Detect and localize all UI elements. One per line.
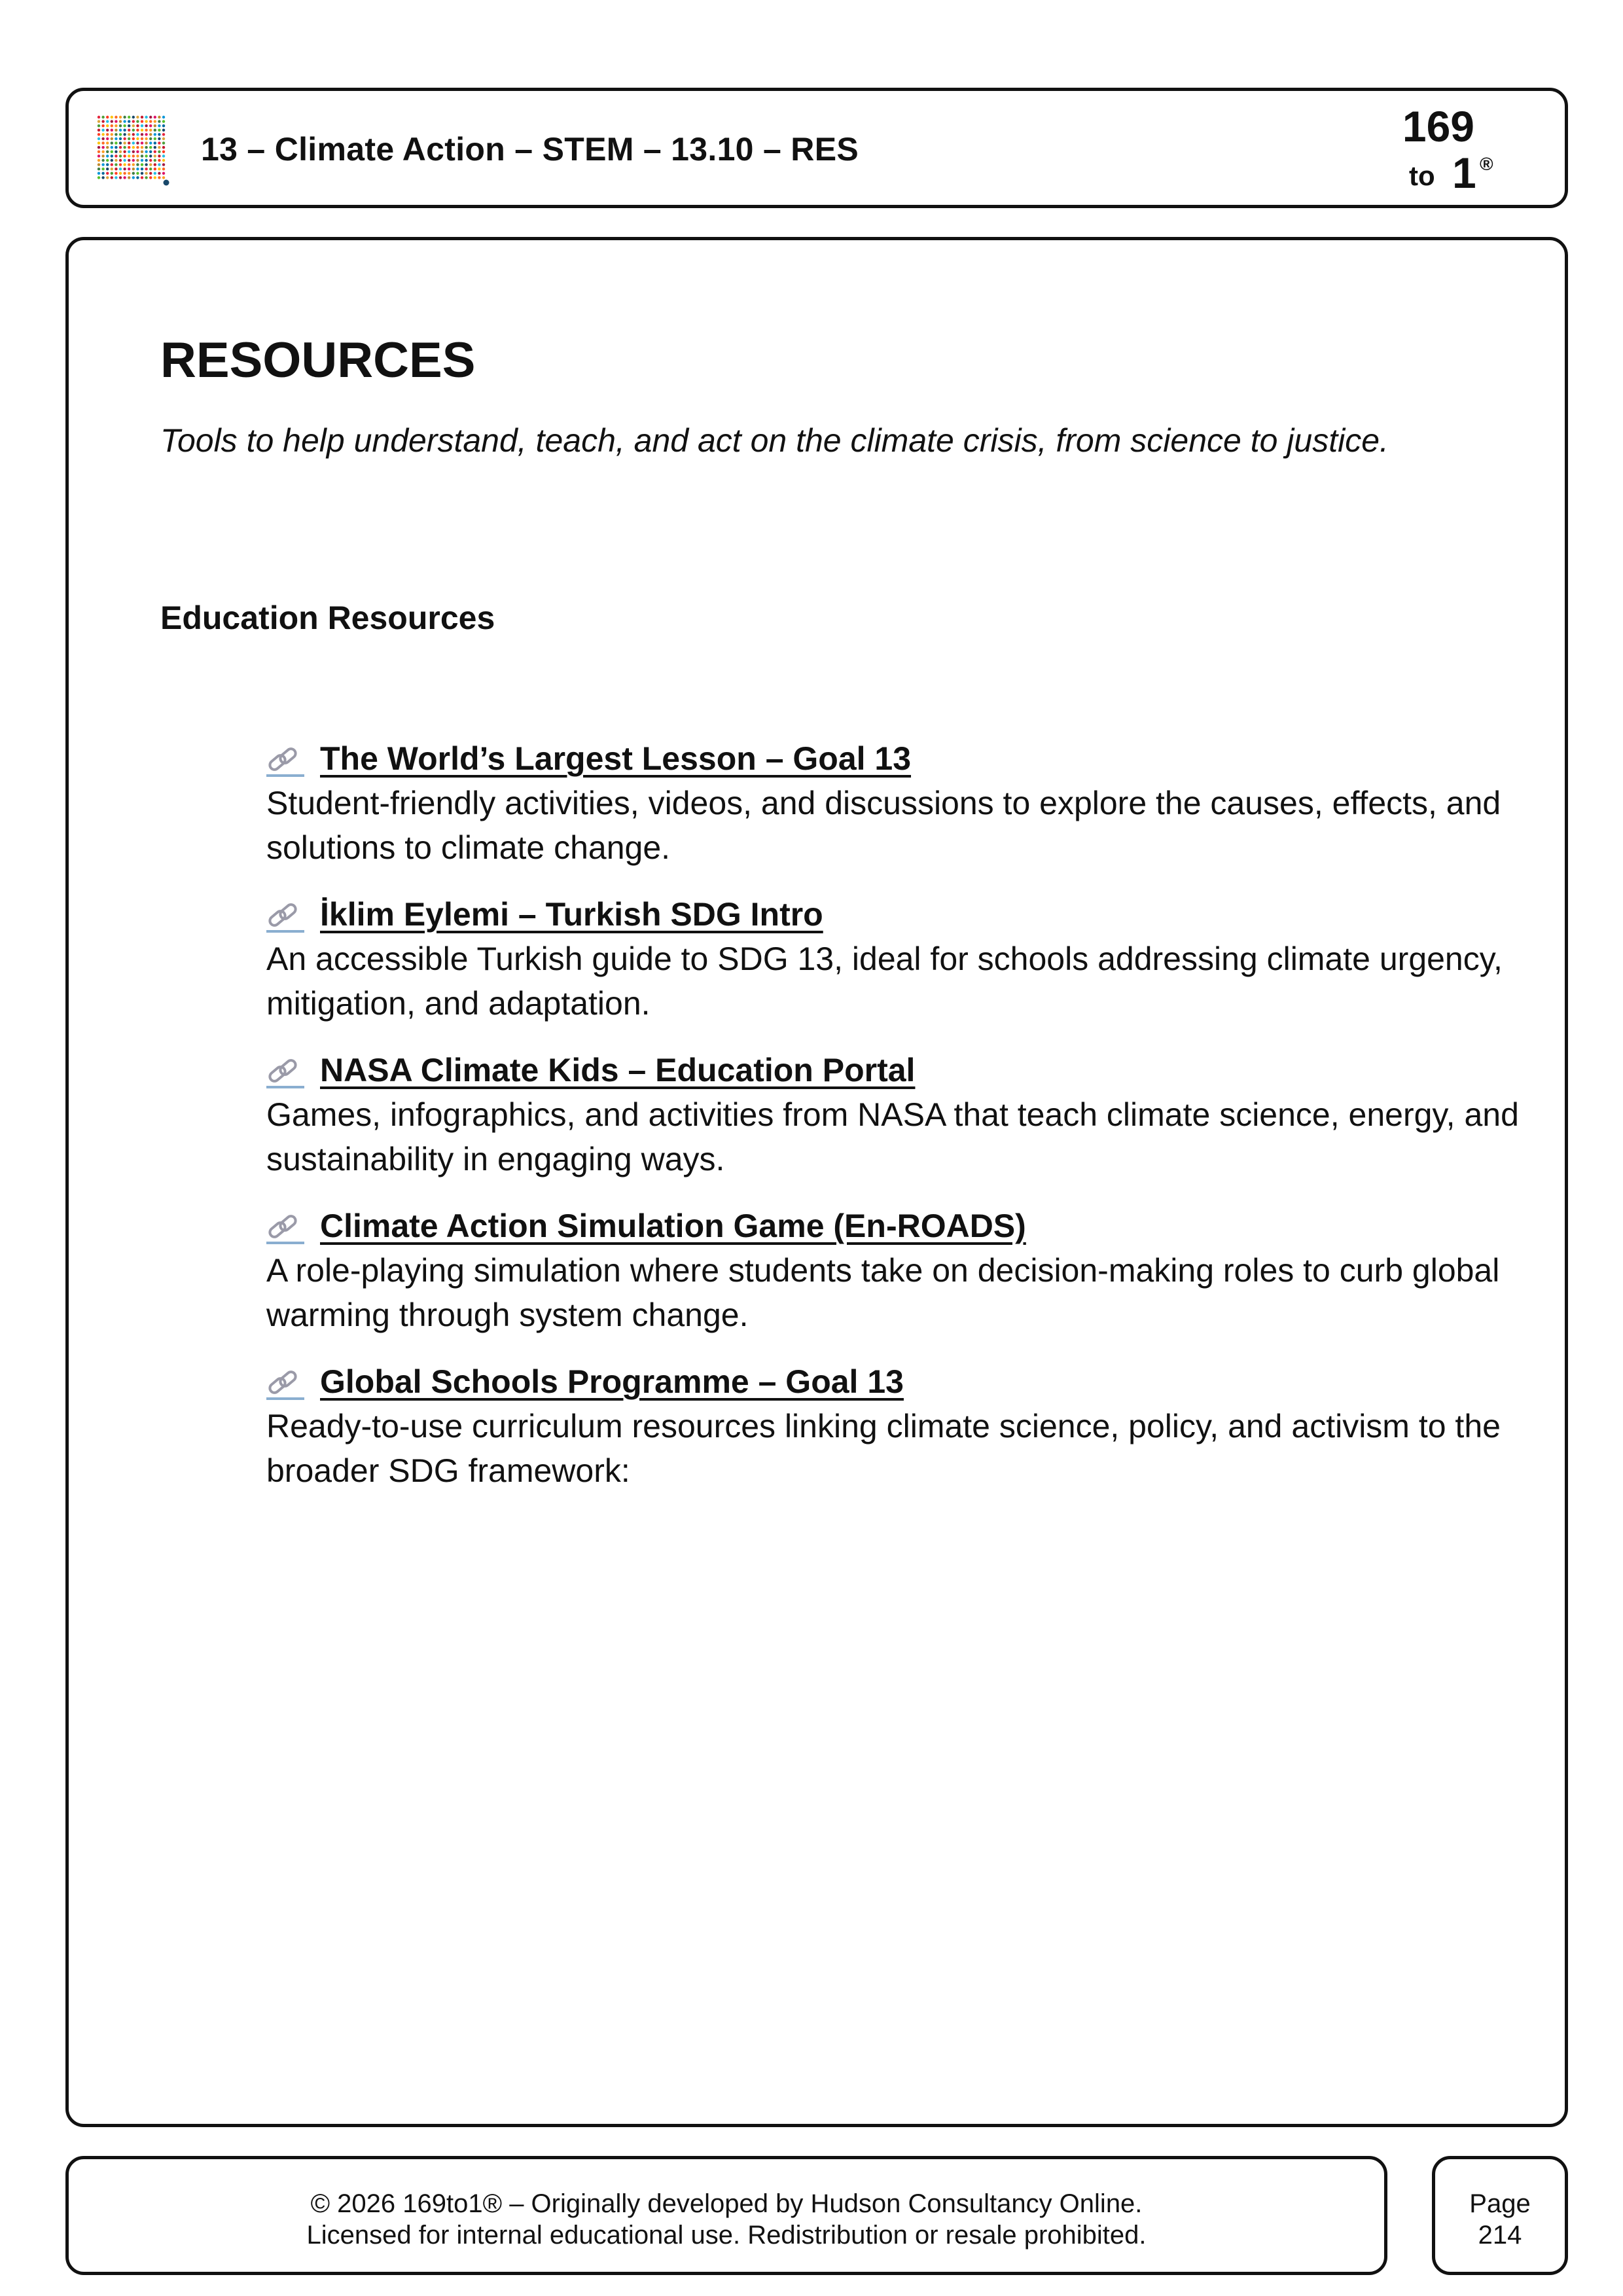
- logo-dot: [145, 116, 147, 118]
- logo-dot: [115, 141, 117, 144]
- logo-dot: [149, 176, 152, 179]
- page-footer: [65, 2156, 1387, 2275]
- logo-dot: [123, 120, 126, 122]
- logo-dot: [132, 133, 135, 135]
- resource-item: [266, 736, 1549, 870]
- logo-dot: [158, 159, 160, 162]
- resource-title: Global Schools Programme – Goal 13: [320, 1363, 904, 1400]
- logo-dot: [115, 163, 117, 166]
- logo-dot: [145, 163, 147, 166]
- logo-dot: [141, 151, 143, 153]
- logo-dot: [98, 133, 100, 135]
- logo-dot: [132, 176, 135, 179]
- logo-dot: [101, 154, 104, 157]
- logo-dot: [136, 141, 139, 144]
- logo-dot: [145, 154, 147, 157]
- logo-dot: [154, 133, 156, 135]
- logo-dot: [119, 141, 122, 144]
- logo-dot: [141, 168, 143, 170]
- logo-dot: [145, 137, 147, 140]
- logo-dot: [128, 151, 130, 153]
- logo-dot: [115, 172, 117, 175]
- logo-dot: [141, 141, 143, 144]
- logo-dot: [145, 151, 147, 153]
- resource-link[interactable]: [266, 1048, 915, 1092]
- logo-dot: [162, 151, 165, 153]
- logo-dot: [136, 137, 139, 140]
- logo-dot: [145, 120, 147, 122]
- logo-dot: [158, 154, 160, 157]
- logo-dot: [123, 141, 126, 144]
- logo-dot: [115, 168, 117, 170]
- logo-dot: [119, 172, 122, 175]
- logo-dot: [115, 133, 117, 135]
- logo-dot: [145, 141, 147, 144]
- logo-dot: [111, 137, 113, 140]
- logo-dot: [128, 163, 130, 166]
- logo-dot: [158, 176, 160, 179]
- logo-dot: [111, 159, 113, 162]
- logo-dot: [98, 141, 100, 144]
- logo-dot: [145, 172, 147, 175]
- logo-dot: [106, 116, 109, 118]
- link-chain-icon: [266, 1365, 304, 1400]
- logo-dot: [115, 116, 117, 118]
- brand-to: to: [1409, 160, 1435, 191]
- logo-dot: [162, 116, 165, 118]
- logo-dot: [123, 129, 126, 132]
- logo-dot: [98, 137, 100, 140]
- logo-dot: [154, 141, 156, 144]
- logo-dot: [106, 159, 109, 162]
- logo-dot: [162, 154, 165, 157]
- logo-dot: [106, 168, 109, 170]
- logo-dot: [123, 124, 126, 127]
- logo-dot: [136, 146, 139, 149]
- link-chain-icon: [266, 1053, 304, 1088]
- logo-dot: [162, 129, 165, 132]
- logo-dot: [136, 133, 139, 135]
- logo-dot: [119, 129, 122, 132]
- brand-registered-mark: ®: [1480, 154, 1493, 174]
- logo-dot: [158, 163, 160, 166]
- logo-dot: [145, 159, 147, 162]
- logo-dot: [101, 124, 104, 127]
- logo-dot: [111, 129, 113, 132]
- logo-dot: [98, 154, 100, 157]
- logo-dot: [106, 120, 109, 122]
- logo-dot: [149, 172, 152, 175]
- resource-title: The World’s Largest Lesson – Goal 13: [320, 740, 912, 777]
- logo-dot: [106, 133, 109, 135]
- logo-dot: [111, 133, 113, 135]
- logo-dot: [98, 163, 100, 166]
- logo-dot: [119, 151, 122, 153]
- footer-copyright: © 2026 169to1® – Originally developed by Hudson Consultancy Online.: [310, 2189, 1143, 2218]
- logo-dot: [119, 146, 122, 149]
- logo-dot: [162, 120, 165, 122]
- logo-dot: [119, 133, 122, 135]
- logo-dot: [101, 176, 104, 179]
- logo-dot: [119, 168, 122, 170]
- logo-dot: [115, 120, 117, 122]
- logo-dot: [154, 137, 156, 140]
- logo-dot: [128, 137, 130, 140]
- logo-dot: [128, 129, 130, 132]
- logo-dot: [145, 129, 147, 132]
- logo-dot: [98, 129, 100, 132]
- footer-license: Licensed for internal educational use. Redistribution or resale prohibited.: [306, 2221, 1147, 2250]
- logo-dot: [158, 141, 160, 144]
- logo-dot: [123, 159, 126, 162]
- page-number-box: [1432, 2156, 1568, 2275]
- logo-dot: [136, 124, 139, 127]
- logo-dot: [149, 141, 152, 144]
- logo-dot: [158, 151, 160, 153]
- logo-dot: [141, 120, 143, 122]
- logo-dot: [162, 163, 165, 166]
- logo-dot: [141, 176, 143, 179]
- logo-dot: [119, 154, 122, 157]
- logo-dot: [128, 146, 130, 149]
- logo-dot: [149, 133, 152, 135]
- logo-dot: [101, 141, 104, 144]
- logo-dot: [101, 133, 104, 135]
- logo-dot: [128, 168, 130, 170]
- logo-dot: [98, 151, 100, 153]
- logo-dot: [101, 172, 104, 175]
- logo-dot: [145, 146, 147, 149]
- logo-dot: [149, 137, 152, 140]
- logo-dot: [111, 146, 113, 149]
- resource-description: A role-playing simulation where students take on decision-making roles to curb global warming through system change.: [266, 1252, 1500, 1333]
- logo-dot: [132, 168, 135, 170]
- logo-dot: [149, 120, 152, 122]
- logo-dot: [119, 159, 122, 162]
- logo-dot: [119, 137, 122, 140]
- logo-dot: [162, 124, 165, 127]
- header-title: 13 – Climate Action – STEM – 13.10 – RES: [201, 131, 859, 168]
- logo-dot: [128, 141, 130, 144]
- logo-dot: [101, 159, 104, 162]
- logo-dot: [149, 129, 152, 132]
- logo-dot: [162, 168, 165, 170]
- logo-dot: [141, 137, 143, 140]
- resource-description: Ready-to-use curriculum resources linking climate science, policy, and activism to the broader SDG framework:: [266, 1408, 1501, 1489]
- resource-title: İklim Eylemi – Turkish SDG Intro: [320, 896, 823, 933]
- resource-link[interactable]: [266, 736, 911, 781]
- resource-title: Climate Action Simulation Game (En-ROADS): [320, 1208, 1026, 1244]
- logo-dot: [136, 172, 139, 175]
- logo-dot: [128, 159, 130, 162]
- logo-dot: [106, 129, 109, 132]
- logo-dot: [98, 116, 100, 118]
- logo-dot: [106, 176, 109, 179]
- logo-dot: [149, 116, 152, 118]
- logo-dot: [162, 159, 165, 162]
- logo-dot: [145, 176, 147, 179]
- logo-dot: [154, 129, 156, 132]
- logo-dot: [101, 151, 104, 153]
- logo-dot: [158, 120, 160, 122]
- page-header: [65, 88, 1568, 208]
- logo-dot: [154, 120, 156, 122]
- logo-dot: [154, 124, 156, 127]
- logo-dot: [128, 116, 130, 118]
- logo-dot: [149, 168, 152, 170]
- logo-dot: [154, 116, 156, 118]
- logo-dot: [158, 116, 160, 118]
- logo-dot: [141, 159, 143, 162]
- logo-dot: [111, 124, 113, 127]
- resource-description: Games, infographics, and activities from NASA that teach climate science, energy, and sustainability in engaging ways.: [266, 1096, 1519, 1177]
- logo-dot: [115, 151, 117, 153]
- logo-dot: [115, 176, 117, 179]
- logo-dot: [154, 168, 156, 170]
- logo-dot: [141, 146, 143, 149]
- logo-dot: [111, 141, 113, 144]
- resource-item: [266, 1048, 1549, 1181]
- logo-dot: [132, 116, 135, 118]
- logo-dot: [136, 176, 139, 179]
- link-chain-icon: [266, 1209, 304, 1244]
- logo-dot: [98, 159, 100, 162]
- page-number: 214: [1478, 2221, 1522, 2250]
- logo-dot: [158, 172, 160, 175]
- resource-item: [266, 892, 1549, 1026]
- logo-dot: [115, 154, 117, 157]
- main-content: [65, 237, 1568, 2127]
- logo-dot: [158, 124, 160, 127]
- dot-grid-logo-icon: [96, 115, 169, 187]
- resource-item: [266, 1359, 1549, 1493]
- logo-dot: [111, 116, 113, 118]
- logo-dot: [101, 163, 104, 166]
- logo-dot: [119, 116, 122, 118]
- logo-dot: [106, 141, 109, 144]
- resource-link[interactable]: [266, 892, 823, 937]
- logo-dot: [141, 172, 143, 175]
- resource-item: [266, 1204, 1549, 1337]
- logo-dot: [98, 176, 100, 179]
- logo-dot: [119, 124, 122, 127]
- logo-dot: [115, 124, 117, 127]
- logo-dot: [115, 129, 117, 132]
- logo-dot: [123, 163, 126, 166]
- resource-description: An accessible Turkish guide to SDG 13, ideal for schools addressing climate urgency, mitigation, and adaptation.: [266, 941, 1503, 1022]
- logo-dot: [162, 137, 165, 140]
- logo-dot: [123, 168, 126, 170]
- logo-dot: [111, 163, 113, 166]
- logo-dot: [132, 159, 135, 162]
- logo-dot: [106, 172, 109, 175]
- logo-dot: [132, 124, 135, 127]
- page-label: Page: [1469, 2189, 1531, 2218]
- logo-dot: [119, 120, 122, 122]
- logo-dot: [149, 154, 152, 157]
- logo-dot: [115, 159, 117, 162]
- logo-dot: [136, 151, 139, 153]
- resource-description: Student-friendly activities, videos, and discussions to explore the causes, effects, and solutions to climate change.: [266, 785, 1501, 866]
- logo-dot: [158, 133, 160, 135]
- logo-dot: [106, 146, 109, 149]
- logo-dot: [162, 172, 165, 175]
- logo-dot: [123, 133, 126, 135]
- logo-dot: [136, 159, 139, 162]
- brand-one: 1: [1452, 149, 1476, 197]
- logo-dot: [98, 124, 100, 127]
- logo-dot: [154, 163, 156, 166]
- logo-accent-dot: [164, 180, 169, 186]
- logo-dot: [123, 116, 126, 118]
- logo-dot: [149, 159, 152, 162]
- logo-dot: [119, 163, 122, 166]
- logo-dot: [123, 137, 126, 140]
- logo-dot: [115, 146, 117, 149]
- logo-dot: [111, 176, 113, 179]
- logo-dot: [128, 172, 130, 175]
- logo-dot: [123, 176, 126, 179]
- logo-dot: [136, 120, 139, 122]
- logo-dot: [162, 133, 165, 135]
- logo-dot: [132, 163, 135, 166]
- logo-dot: [141, 163, 143, 166]
- logo-dot: [141, 124, 143, 127]
- logo-dot: [111, 168, 113, 170]
- logo-dot: [145, 124, 147, 127]
- logo-dot: [136, 116, 139, 118]
- brand-logo: [1389, 96, 1514, 201]
- logo-dot: [162, 146, 165, 149]
- logo-dot: [158, 146, 160, 149]
- logo-dot: [101, 116, 104, 118]
- logo-dot: [98, 120, 100, 122]
- logo-dot: [158, 168, 160, 170]
- resource-link[interactable]: [266, 1204, 1026, 1248]
- logo-dot: [98, 168, 100, 170]
- logo-dot: [128, 133, 130, 135]
- logo-dot: [132, 120, 135, 122]
- logo-dot: [98, 172, 100, 175]
- logo-dot: [162, 141, 165, 144]
- logo-dot: [106, 151, 109, 153]
- logo-dot: [123, 146, 126, 149]
- logo-dot: [111, 172, 113, 175]
- logo-dot: [132, 129, 135, 132]
- logo-dot: [154, 154, 156, 157]
- logo-dot: [111, 154, 113, 157]
- page-title: RESOURCES: [160, 332, 476, 388]
- logo-dot: [115, 137, 117, 140]
- logo-dot: [154, 146, 156, 149]
- logo-dot: [149, 151, 152, 153]
- resource-title: NASA Climate Kids – Education Portal: [320, 1052, 916, 1088]
- logo-dot: [158, 129, 160, 132]
- logo-dot: [101, 137, 104, 140]
- logo-dot: [128, 120, 130, 122]
- logo-dot: [123, 154, 126, 157]
- logo-dot: [136, 154, 139, 157]
- logo-dot: [106, 124, 109, 127]
- logo-dot: [111, 151, 113, 153]
- logo-dot: [101, 120, 104, 122]
- logo-dot: [106, 154, 109, 157]
- logo-dot: [123, 172, 126, 175]
- logo-dot: [132, 172, 135, 175]
- logo-dot: [145, 168, 147, 170]
- logo-dot: [132, 151, 135, 153]
- logo-dot: [132, 154, 135, 157]
- logo-dot: [98, 146, 100, 149]
- logo-dot: [158, 137, 160, 140]
- link-chain-icon: [266, 742, 304, 777]
- resource-link[interactable]: [266, 1359, 904, 1404]
- logo-dot: [154, 176, 156, 179]
- brand-number: 169: [1402, 102, 1474, 151]
- logo-dot: [123, 151, 126, 153]
- logo-dot: [101, 129, 104, 132]
- logo-dot: [149, 124, 152, 127]
- logo-dot: [154, 159, 156, 162]
- logo-dot: [136, 129, 139, 132]
- section-heading: Education Resources: [160, 600, 495, 636]
- logo-dot: [128, 154, 130, 157]
- logo-dot: [111, 120, 113, 122]
- logo-dot: [141, 154, 143, 157]
- logo-dot: [106, 163, 109, 166]
- logo-dot: [132, 141, 135, 144]
- logo-dot: [128, 124, 130, 127]
- logo-dot: [101, 168, 104, 170]
- logo-dot: [149, 163, 152, 166]
- logo-dot: [154, 172, 156, 175]
- logo-dot: [128, 176, 130, 179]
- logo-dot: [101, 146, 104, 149]
- logo-dot: [141, 116, 143, 118]
- page-subtitle: Tools to help understand, teach, and act on the climate crisis, from science to justice.: [160, 422, 1389, 459]
- logo-dot: [149, 146, 152, 149]
- logo-dot: [136, 168, 139, 170]
- resource-list: [266, 736, 1549, 1515]
- logo-dot: [141, 133, 143, 135]
- link-chain-icon: [266, 897, 304, 933]
- logo-dot: [162, 176, 165, 179]
- logo-dot: [141, 129, 143, 132]
- logo-dot: [132, 137, 135, 140]
- logo-dot: [132, 146, 135, 149]
- logo-dot: [136, 163, 139, 166]
- logo-dot: [106, 137, 109, 140]
- logo-dot: [145, 133, 147, 135]
- logo-dot: [119, 176, 122, 179]
- logo-dot: [154, 151, 156, 153]
